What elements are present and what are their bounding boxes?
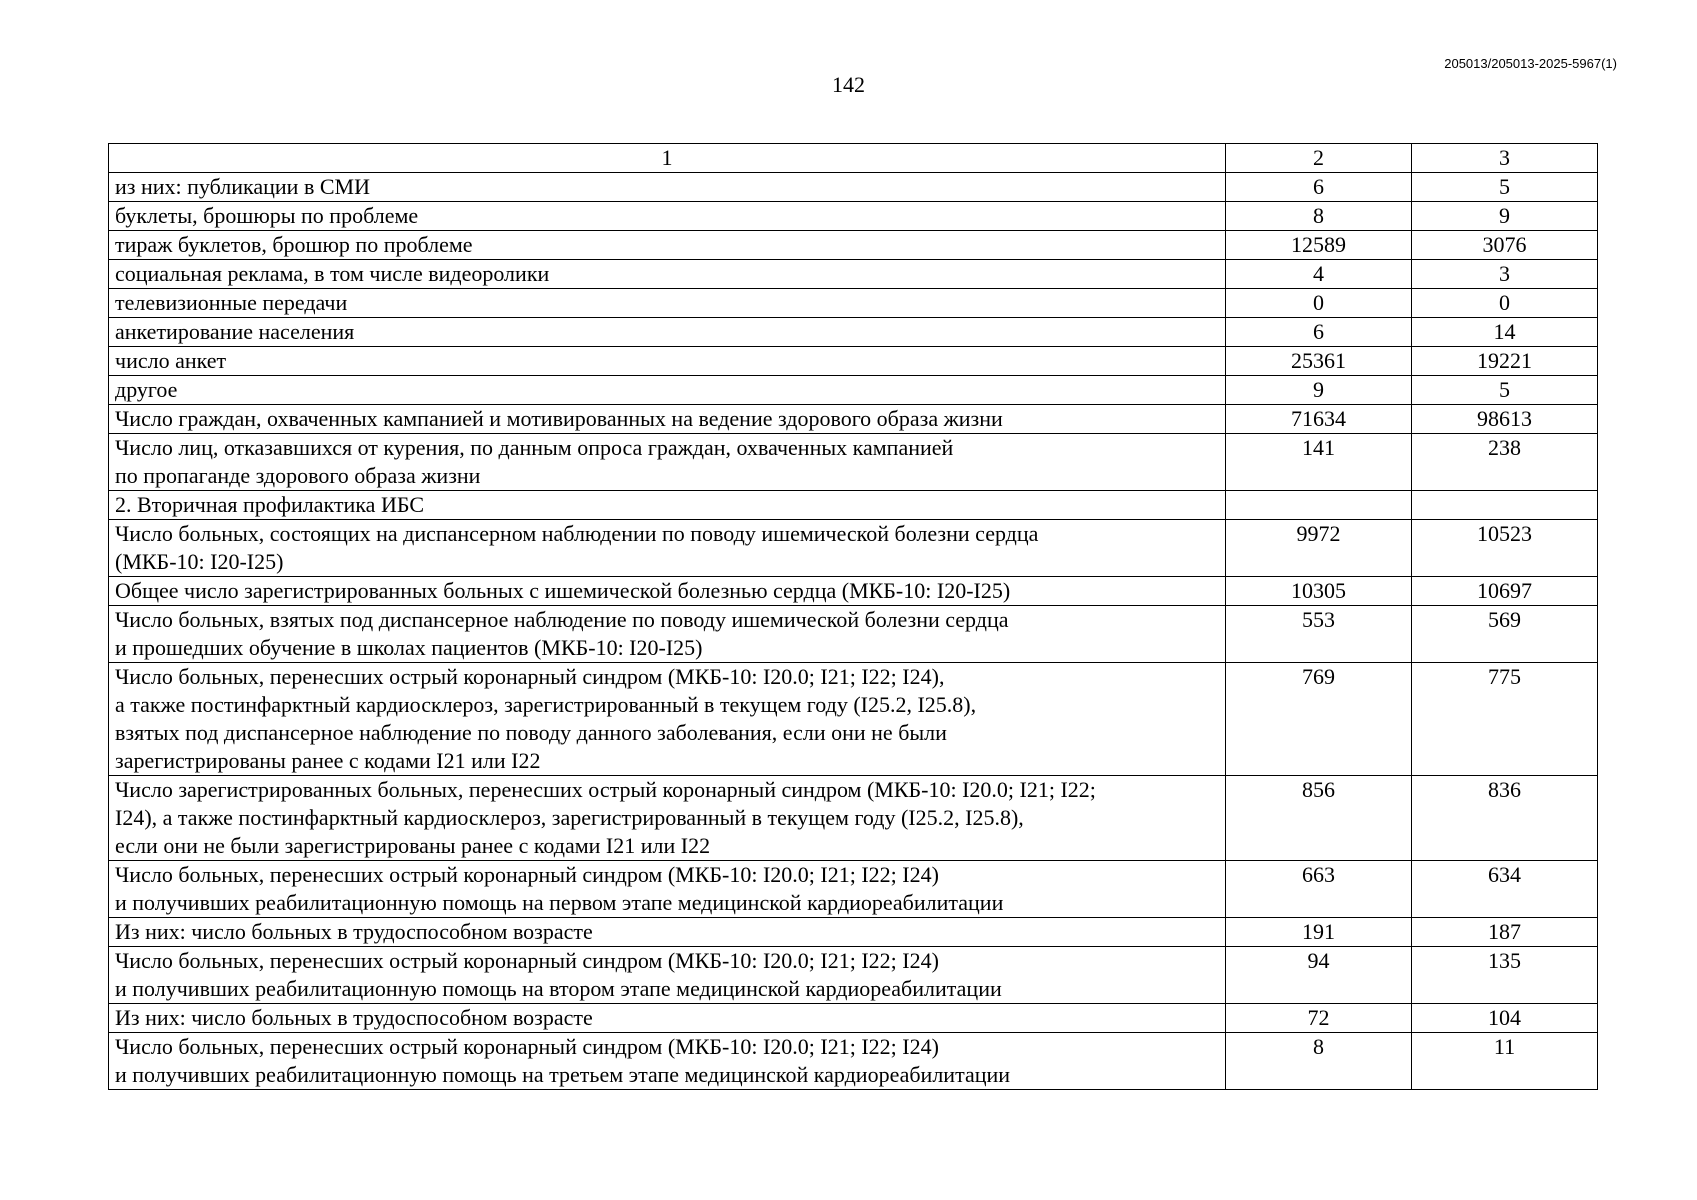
row-value-col3: 187 — [1412, 918, 1598, 947]
row-label: Число лиц, отказавшихся от курения, по данным опроса граждан, охваченных кампанией по пропаганде здорового образа жизни — [109, 434, 1226, 491]
row-value-col2: 0 — [1226, 289, 1412, 318]
row-value-col3: 0 — [1412, 289, 1598, 318]
row-value-col2: 8 — [1226, 1033, 1412, 1090]
row-value-col2 — [1226, 491, 1412, 520]
table-row — [109, 861, 1598, 918]
table-row — [109, 289, 1598, 318]
row-value-col3: 98613 — [1412, 405, 1598, 434]
row-value-col3: 19221 — [1412, 347, 1598, 376]
table-header-row — [109, 144, 1598, 173]
column-header-2: 2 — [1226, 144, 1412, 173]
row-value-col2: 9972 — [1226, 520, 1412, 577]
table-row — [109, 1004, 1598, 1033]
row-label: анкетирование населения — [109, 318, 1226, 347]
row-value-col3: 3076 — [1412, 231, 1598, 260]
row-value-col3: 5 — [1412, 376, 1598, 405]
column-header-3: 3 — [1412, 144, 1598, 173]
row-label: Число больных, состоящих на диспансерном наблюдении по поводу ишемической болезни сердца (МКБ-10: I20-I25) — [109, 520, 1226, 577]
row-value-col3: 104 — [1412, 1004, 1598, 1033]
row-value-col2: 94 — [1226, 947, 1412, 1004]
row-value-col3: 11 — [1412, 1033, 1598, 1090]
row-label: Число зарегистрированных больных, перенесших острый коронарный синдром (МКБ-10: I20.0; I21; I22; I24), а также постинфарктный кардиосклероз, зарегистрированный в текущем году (I25.2, I25.8), если они не были зарегистрированы ранее с кодами I21 или I22 — [109, 776, 1226, 861]
table-row — [109, 318, 1598, 347]
row-value-col3: 10697 — [1412, 577, 1598, 606]
document-id: 205013/205013-2025-5967(1) — [1444, 56, 1617, 71]
table-row — [109, 376, 1598, 405]
row-value-col2: 141 — [1226, 434, 1412, 491]
row-value-col2: 10305 — [1226, 577, 1412, 606]
row-label: Из них: число больных в трудоспособном возрасте — [109, 918, 1226, 947]
table-row — [109, 520, 1598, 577]
row-label: Из них: число больных в трудоспособном возрасте — [109, 1004, 1226, 1033]
row-value-col2: 6 — [1226, 173, 1412, 202]
row-value-col2: 769 — [1226, 663, 1412, 776]
row-label: Число больных, перенесших острый коронарный синдром (МКБ-10: I20.0; I21; I22; I24) и получивших реабилитационную помощь на первом этапе медицинской кардиореабилитации — [109, 861, 1226, 918]
table-row — [109, 347, 1598, 376]
row-value-col2: 191 — [1226, 918, 1412, 947]
table-row — [109, 1033, 1598, 1090]
row-value-col2: 71634 — [1226, 405, 1412, 434]
table-row — [109, 434, 1598, 491]
table-row — [109, 260, 1598, 289]
row-label: буклеты, брошюры по проблеме — [109, 202, 1226, 231]
row-value-col3: 238 — [1412, 434, 1598, 491]
row-value-col3: 775 — [1412, 663, 1598, 776]
row-value-col2: 856 — [1226, 776, 1412, 861]
row-value-col3: 9 — [1412, 202, 1598, 231]
row-value-col3: 569 — [1412, 606, 1598, 663]
row-label: социальная реклама, в том числе видеоролики — [109, 260, 1226, 289]
row-value-col3: 634 — [1412, 861, 1598, 918]
row-label: тираж буклетов, брошюр по проблеме — [109, 231, 1226, 260]
row-label: Число больных, взятых под диспансерное наблюдение по поводу ишемической болезни сердца и прошедших обучение в школах пациентов (МКБ-10: I20-I25) — [109, 606, 1226, 663]
row-label: Общее число зарегистрированных больных с ишемической болезнью сердца (МКБ-10: I20-I25) — [109, 577, 1226, 606]
table-row — [109, 606, 1598, 663]
row-value-col2: 8 — [1226, 202, 1412, 231]
row-value-col2: 4 — [1226, 260, 1412, 289]
row-value-col3: 3 — [1412, 260, 1598, 289]
row-label: Число больных, перенесших острый коронарный синдром (МКБ-10: I20.0; I21; I22; I24) и получивших реабилитационную помощь на втором этапе медицинской кардиореабилитации — [109, 947, 1226, 1004]
row-value-col3: 14 — [1412, 318, 1598, 347]
table-row — [109, 231, 1598, 260]
row-value-col2: 553 — [1226, 606, 1412, 663]
row-label: из них: публикации в СМИ — [109, 173, 1226, 202]
table-row — [109, 405, 1598, 434]
table-row — [109, 173, 1598, 202]
table-row — [109, 202, 1598, 231]
row-value-col3: 836 — [1412, 776, 1598, 861]
row-label: телевизионные передачи — [109, 289, 1226, 318]
row-value-col3: 5 — [1412, 173, 1598, 202]
row-label: 2. Вторичная профилактика ИБС — [109, 491, 1226, 520]
row-value-col2: 12589 — [1226, 231, 1412, 260]
row-value-col2: 25361 — [1226, 347, 1412, 376]
table-row — [109, 663, 1598, 776]
row-label: другое — [109, 376, 1226, 405]
row-label: Число больных, перенесших острый коронарный синдром (МКБ-10: I20.0; I21; I22; I24), а также постинфарктный кардиосклероз, зарегистрированный в текущем году (I25.2, I25.8), взятых под диспансерное наблюдение по поводу данного заболевания, если они не были зарегистрированы ранее с кодами I21 или I22 — [109, 663, 1226, 776]
row-value-col2: 663 — [1226, 861, 1412, 918]
row-value-col2: 72 — [1226, 1004, 1412, 1033]
table-row — [109, 491, 1598, 520]
row-value-col3: 135 — [1412, 947, 1598, 1004]
statistics-table — [108, 143, 1598, 1090]
page-number: 142 — [832, 72, 865, 97]
row-value-col3: 10523 — [1412, 520, 1598, 577]
column-header-1: 1 — [109, 144, 1226, 173]
table-row — [109, 577, 1598, 606]
table-row — [109, 776, 1598, 861]
row-value-col2: 6 — [1226, 318, 1412, 347]
table-row — [109, 947, 1598, 1004]
row-label: Число граждан, охваченных кампанией и мотивированных на ведение здорового образа жизни — [109, 405, 1226, 434]
row-label: число анкет — [109, 347, 1226, 376]
row-value-col2: 9 — [1226, 376, 1412, 405]
table-row — [109, 918, 1598, 947]
row-label: Число больных, перенесших острый коронарный синдром (МКБ-10: I20.0; I21; I22; I24) и получивших реабилитационную помощь на третьем этапе медицинской кардиореабилитации — [109, 1033, 1226, 1090]
row-value-col3 — [1412, 491, 1598, 520]
